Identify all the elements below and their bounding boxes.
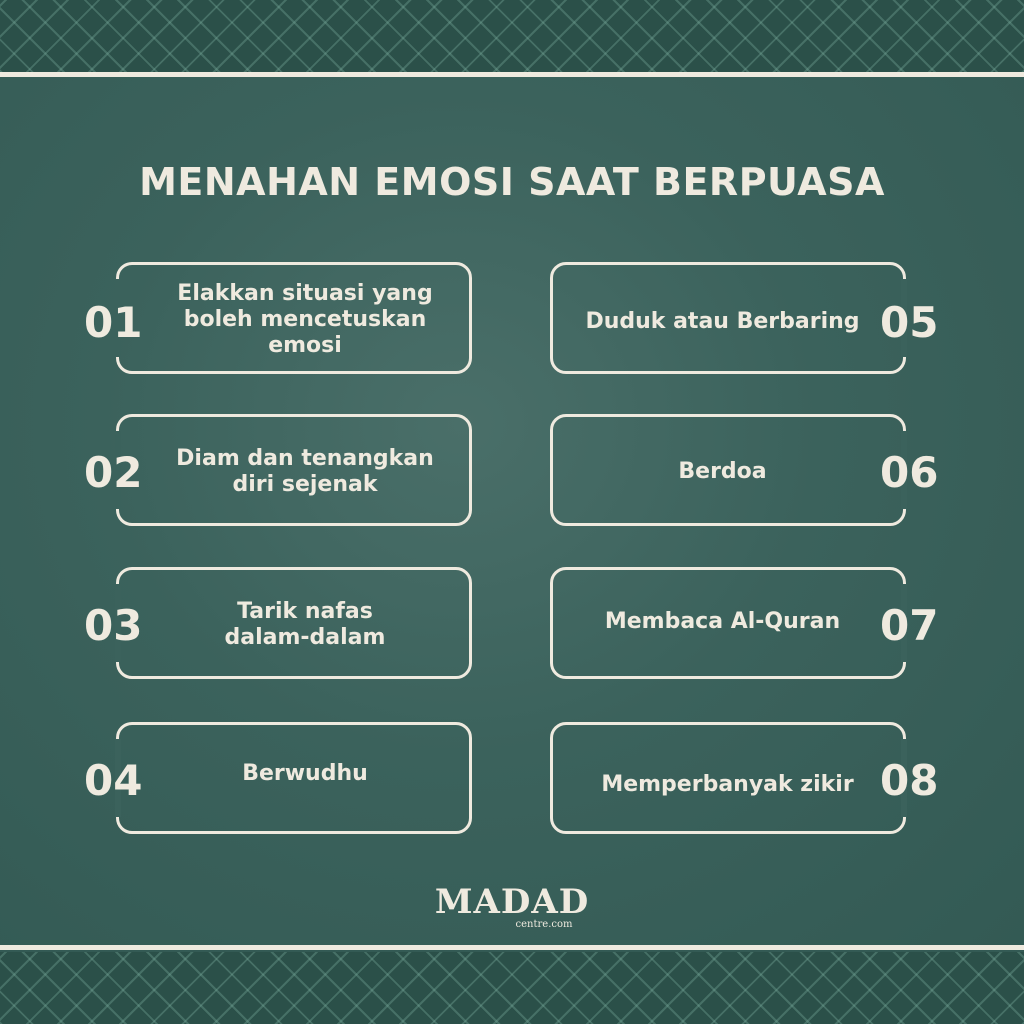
tip-label: Membaca Al-Quran: [604, 609, 841, 634]
tip-label: Elakkan situasi yang boleh mencetuskan emosi: [177, 281, 433, 358]
tip-number: 04: [84, 756, 143, 805]
bottom-pattern-band: [0, 952, 1024, 1024]
tip-label: Berwudhu: [242, 761, 368, 786]
tip-label: Memperbanyak zikir: [601, 772, 854, 797]
logo-name: MADAD: [434, 882, 590, 922]
bottom-divider: [0, 945, 1024, 950]
tip-number: 01: [84, 298, 143, 347]
tip-number: 06: [880, 448, 939, 497]
page-title: MENAHAN EMOSI SAAT BERPUASA: [139, 160, 885, 204]
logo-sub: centre.com: [515, 919, 573, 930]
tip-label: Berdoa: [678, 459, 767, 484]
top-pattern-band: [0, 0, 1024, 72]
tip-label: Tarik nafas dalam-dalam: [224, 599, 386, 650]
madad-logo: [0, 884, 1024, 930]
tip-number: 05: [880, 298, 939, 347]
tip-number: 08: [880, 756, 939, 805]
tip-number: 07: [880, 601, 939, 650]
tip-label: Diam dan tenangkan diri sejenak: [176, 446, 434, 497]
tip-number: 03: [84, 601, 143, 650]
tip-number: 02: [84, 448, 143, 497]
tip-label: Duduk atau Berbaring: [585, 309, 860, 334]
